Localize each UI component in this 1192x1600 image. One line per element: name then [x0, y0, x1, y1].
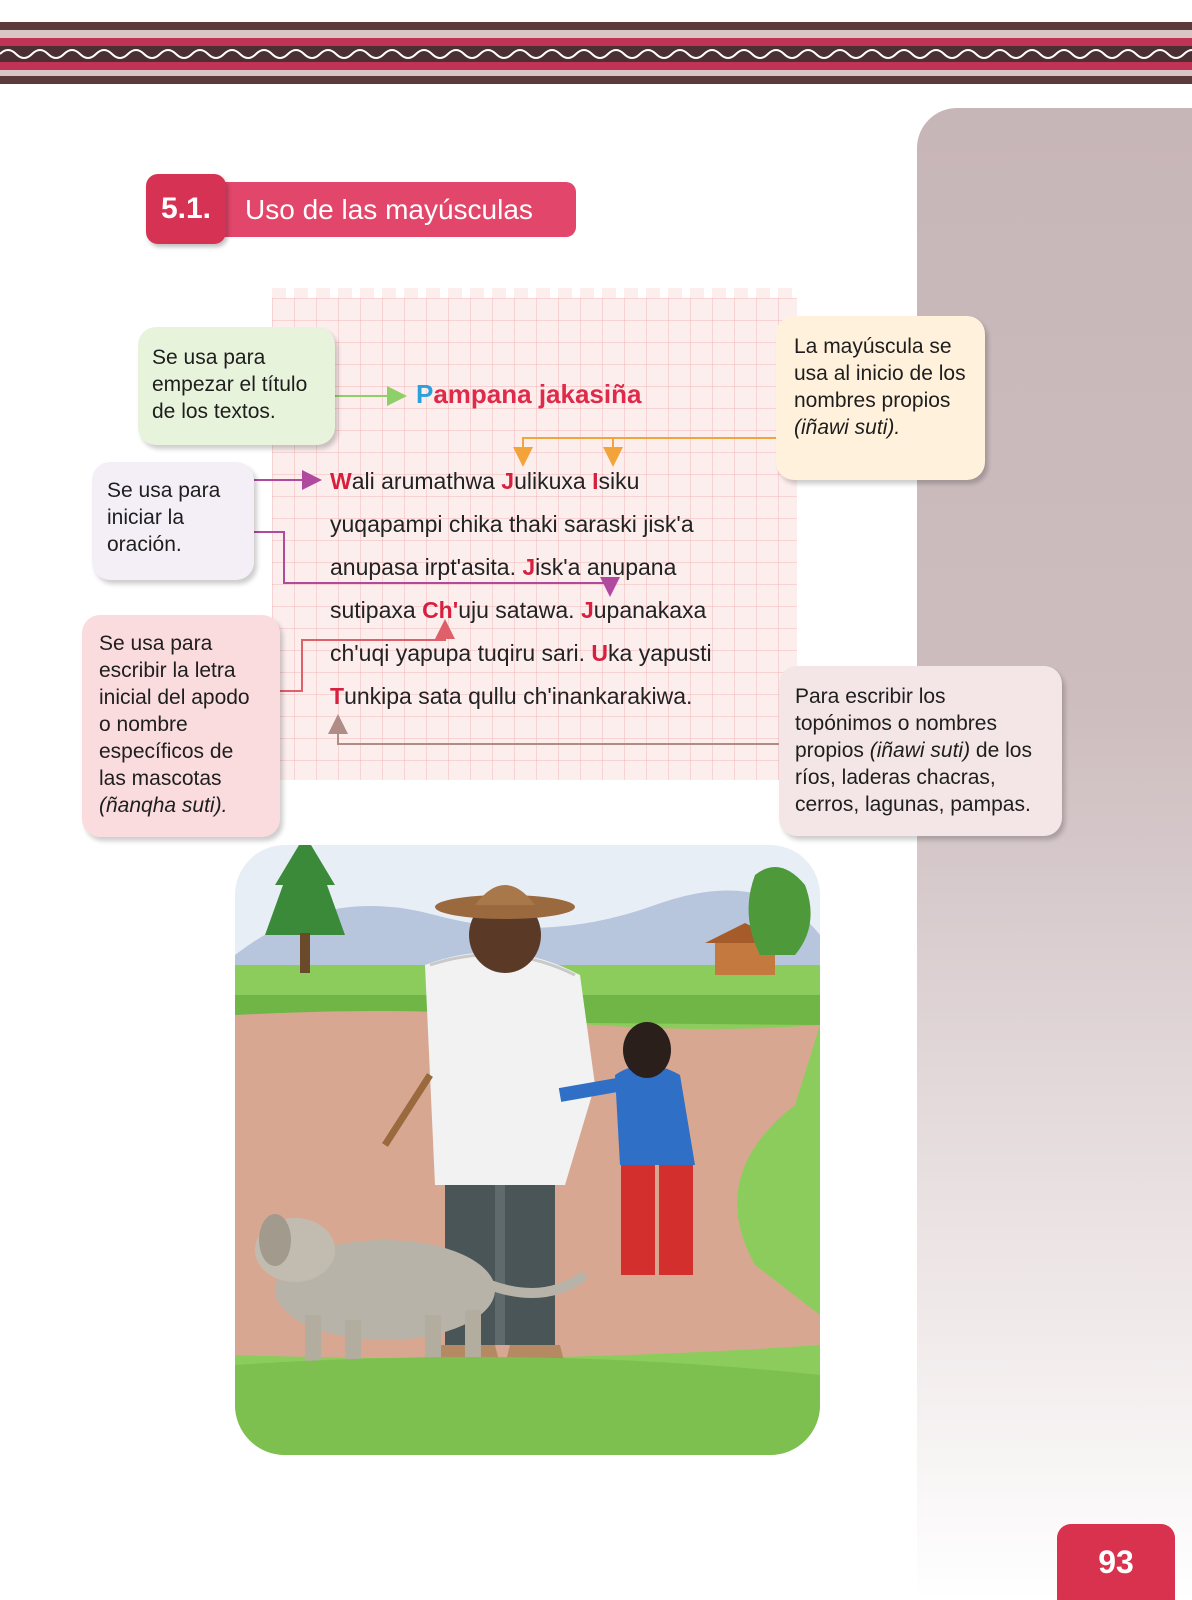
illustration	[235, 845, 820, 1455]
title-capital: P	[416, 379, 434, 409]
line-text: ka yapusti	[608, 640, 712, 666]
capital-letter: J	[522, 554, 536, 580]
text-line-6	[330, 683, 692, 710]
line-text: ali arumathwa	[351, 468, 502, 494]
line-text: anupasa irpt'asita.	[330, 554, 523, 580]
capital-letter: J	[501, 468, 515, 494]
note-italic: (iñawi suti).	[794, 416, 901, 439]
sentence-note: Se usa para iniciar la oración.	[92, 462, 254, 580]
text-line-1	[330, 468, 639, 495]
note-text: Para escribir los topónimos o nombres propios	[795, 685, 997, 762]
line-text: yuqapampi chika thaki saraski jisk'a	[330, 511, 694, 537]
note-italic: (ñanqha suti).	[99, 794, 228, 817]
place-name-note	[779, 666, 1062, 836]
capital-letter: J	[580, 597, 594, 623]
capital-letter: W	[330, 468, 352, 494]
capital-letter: I	[592, 468, 599, 494]
note-text: Se usa para escribir la letra inicial del apodo o nombre específicos de las mascotas	[99, 632, 250, 790]
capital-letter: U	[591, 640, 609, 666]
text-line-2	[330, 511, 694, 538]
line-text: sutipaxa	[330, 597, 423, 623]
title-rest: ampana jakasiña	[433, 379, 642, 409]
text-line-5	[330, 640, 712, 667]
capital-letter: Ch'	[422, 597, 459, 623]
page-number: 93	[1057, 1524, 1175, 1600]
line-text: ch'uqi yapupa tuqiru sari.	[330, 640, 592, 666]
text-line-4	[330, 597, 706, 624]
note-text: La mayúscula se usa al inicio de los nombres propios	[794, 335, 966, 412]
line-text: siku	[598, 468, 640, 494]
section-title: Uso de las mayúsculas	[210, 182, 576, 237]
illustration-scene	[235, 845, 820, 1455]
line-text: ulikuxa	[514, 468, 593, 494]
note-italic: (iñawi suti)	[869, 739, 971, 762]
line-text: uju satawa.	[458, 597, 581, 623]
pet-name-note	[82, 615, 280, 837]
line-text: upanakaxa	[593, 597, 707, 623]
section-number: 5.1.	[146, 174, 226, 244]
line-text: isk'a anupana	[535, 554, 677, 580]
note-text: de los ríos, laderas chacras, cerros, lagunas, pampas.	[795, 739, 1032, 816]
line-text: unkipa sata qullu ch'inankarakiwa.	[344, 683, 693, 709]
title-note: Se usa para empezar el título de los textos.	[138, 327, 335, 445]
capital-letter: T	[330, 683, 345, 709]
text-line-3	[330, 554, 676, 581]
text-title	[416, 379, 641, 410]
proper-name-note	[776, 316, 985, 480]
